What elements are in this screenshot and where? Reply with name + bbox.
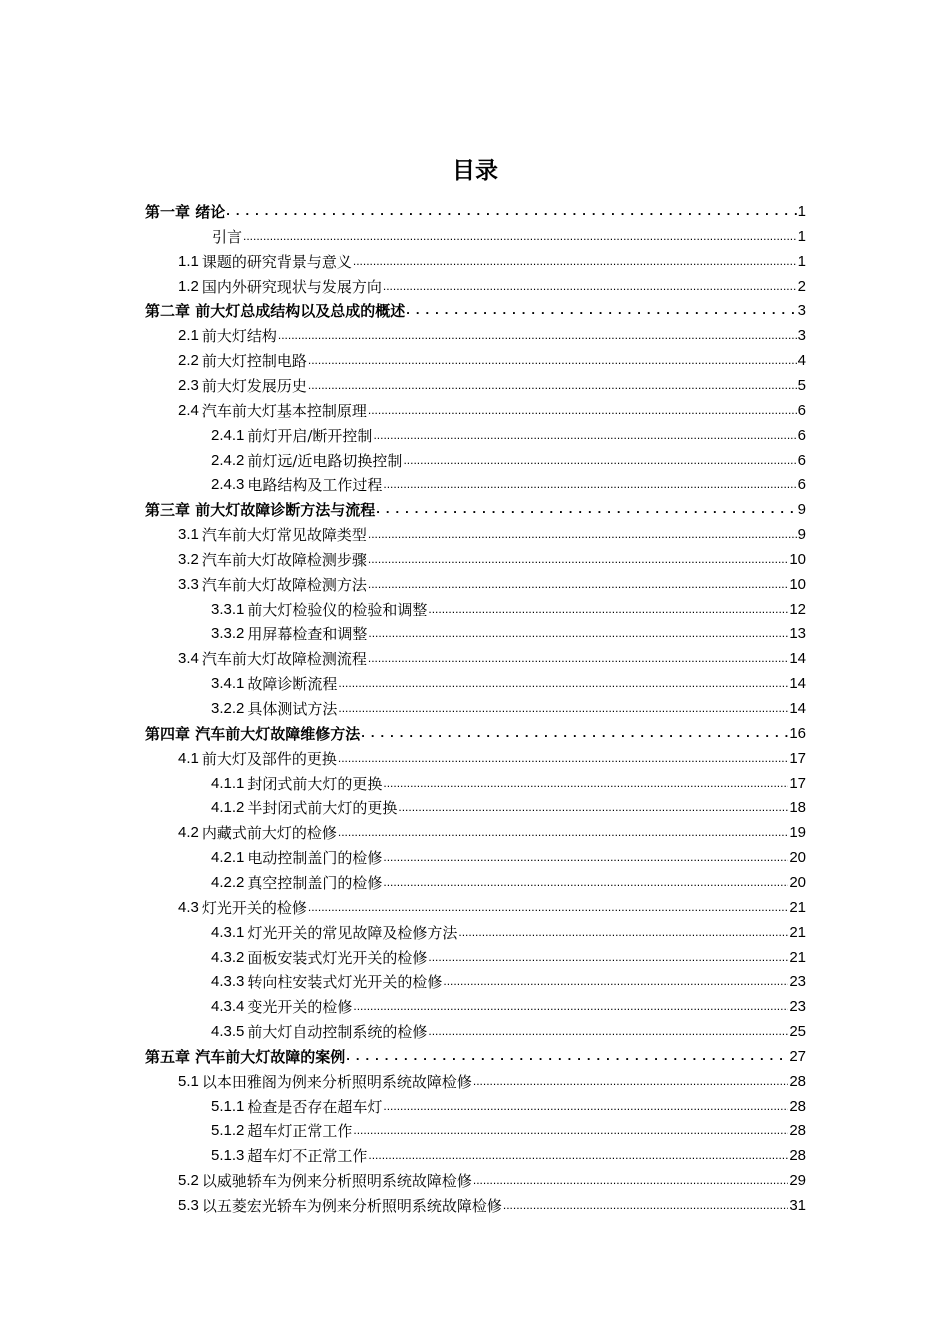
toc-entry-number: 5.2 xyxy=(178,1172,199,1189)
toc-entry-number: 4.3.4 xyxy=(211,998,245,1015)
toc-entry-number: 4.3.3 xyxy=(211,973,245,990)
toc-dot-leader xyxy=(338,676,788,690)
toc-dot-leader xyxy=(458,925,788,939)
toc-section-entry[interactable] xyxy=(211,1116,806,1140)
toc-entry-label: 课题的研究背景与意义 xyxy=(201,253,352,271)
toc-section-entry[interactable] xyxy=(211,992,806,1016)
toc-page-number: 14 xyxy=(789,675,806,692)
toc-entry-label: 具体测试方法 xyxy=(247,700,338,718)
toc-section-entry[interactable] xyxy=(178,247,806,271)
toc-page-number: 1 xyxy=(797,203,806,220)
toc-entry-number: 5.1.1 xyxy=(211,1098,245,1115)
toc-entry-label: 前大灯结构 xyxy=(201,327,277,345)
toc-page-number: 1 xyxy=(797,228,806,245)
toc-section-entry[interactable] xyxy=(211,619,806,643)
toc-page-number: 20 xyxy=(789,849,806,866)
toc-page-number: 17 xyxy=(789,775,806,792)
toc-title: 目录 xyxy=(452,158,498,184)
toc-entry-label: 电路结构及工作过程 xyxy=(247,476,383,494)
toc-dot-leader xyxy=(338,751,788,765)
toc-page-number: 13 xyxy=(789,625,806,642)
toc-dot-leader xyxy=(383,477,796,491)
toc-entry-label: 内藏式前大灯的检修 xyxy=(201,824,337,842)
toc-page-number: 10 xyxy=(789,576,806,593)
toc-entry-number: 5.1.3 xyxy=(211,1147,245,1164)
toc-page-number: 2 xyxy=(797,278,806,295)
toc-section-entry[interactable] xyxy=(211,843,806,867)
toc-page-number: 6 xyxy=(797,476,806,493)
toc-dot-leader xyxy=(383,1099,788,1113)
toc-entry-number: 1.1 xyxy=(178,253,199,270)
toc-entry-number: 4.3 xyxy=(178,899,199,916)
toc-chapter-entry[interactable] xyxy=(145,1042,806,1066)
toc-page-number: 31 xyxy=(789,1197,806,1214)
toc-section-entry[interactable] xyxy=(178,644,806,668)
toc-page-number: 4 xyxy=(797,352,806,369)
toc-dot-leader xyxy=(368,577,788,591)
toc-section-entry[interactable] xyxy=(178,1067,806,1091)
toc-entry-number: 2.1 xyxy=(178,327,199,344)
toc-page-number: 20 xyxy=(789,874,806,891)
toc-section-entry[interactable] xyxy=(211,1092,806,1116)
toc-entry-label: 前大灯发展历史 xyxy=(201,377,307,395)
toc-entry-label: 前灯远/近电路切换控制 xyxy=(247,452,403,470)
toc-page-number: 23 xyxy=(789,998,806,1015)
toc-dot-leader xyxy=(428,602,788,616)
toc-entry-label: 前大灯及部件的更换 xyxy=(201,750,337,768)
toc-dot-leader xyxy=(503,1198,788,1212)
toc-section-entry[interactable] xyxy=(212,222,806,246)
toc-section-entry[interactable] xyxy=(178,893,806,917)
toc-section-entry[interactable] xyxy=(211,943,806,967)
toc-section-entry[interactable] xyxy=(178,1191,806,1215)
toc-dot-leader xyxy=(243,229,797,243)
toc-entry-label: 以威驰轿车为例来分析照明系统故障检修 xyxy=(201,1172,472,1190)
toc-page-number: 25 xyxy=(789,1023,806,1040)
toc-chapter-entry[interactable] xyxy=(145,296,806,320)
toc-page-number: 18 xyxy=(789,799,806,816)
toc-dot-leader xyxy=(368,403,797,417)
toc-entry-label: 第五章 汽车前大灯故障的案例 xyxy=(145,1048,346,1066)
toc-section-entry[interactable] xyxy=(178,818,806,842)
toc-page-number: 21 xyxy=(789,924,806,941)
toc-entry-label: 封闭式前大灯的更换 xyxy=(247,775,383,793)
toc-page-number: 12 xyxy=(789,601,806,618)
toc-entry-label: 真空控制盖门的检修 xyxy=(247,874,383,892)
toc-page-number: 10 xyxy=(789,551,806,568)
toc-entry-number: 2.2 xyxy=(178,352,199,369)
toc-entry-number: 4.2 xyxy=(178,824,199,841)
toc-dot-leader xyxy=(353,999,788,1013)
toc-page-number: 6 xyxy=(797,427,806,444)
toc-entry-label: 汽车前大灯故障检测步骤 xyxy=(201,551,367,569)
toc-section-entry[interactable] xyxy=(178,1166,806,1190)
toc-page-number: 1 xyxy=(797,253,806,270)
toc-section-entry[interactable] xyxy=(178,396,806,420)
toc-entry-label: 超车灯不正常工作 xyxy=(247,1147,368,1165)
toc-section-entry[interactable] xyxy=(211,793,806,817)
toc-entry-number: 3.3 xyxy=(178,576,199,593)
toc-page-number: 9 xyxy=(797,526,806,543)
toc-page-number: 9 xyxy=(797,501,806,518)
toc-page-number: 14 xyxy=(789,650,806,667)
toc-dot-leader xyxy=(443,974,788,988)
toc-page-number: 6 xyxy=(797,402,806,419)
toc-dot-leader xyxy=(406,303,796,317)
toc-entry-number: 3.2 xyxy=(178,551,199,568)
toc-dot-leader xyxy=(368,552,788,566)
toc-chapter-entry[interactable] xyxy=(145,719,806,743)
toc-entry-label: 第四章 汽车前大灯故障维修方法 xyxy=(145,725,361,743)
toc-dot-leader xyxy=(383,875,788,889)
toc-entry-number: 2.3 xyxy=(178,377,199,394)
toc-entry-number: 3.2.2 xyxy=(211,700,245,717)
toc-section-entry[interactable] xyxy=(178,321,806,345)
toc-section-entry[interactable] xyxy=(211,769,806,793)
toc-entry-label: 检查是否存在超车灯 xyxy=(247,1098,383,1116)
toc-entry-label: 第一章 绪论 xyxy=(145,203,226,221)
toc-entry-number: 4.3.1 xyxy=(211,924,245,941)
toc-dot-leader xyxy=(308,900,788,914)
toc-section-entry[interactable] xyxy=(178,371,806,395)
toc-dot-leader xyxy=(376,502,796,516)
toc-dot-leader xyxy=(383,776,788,790)
toc-entry-label: 灯光开关的检修 xyxy=(201,899,307,917)
toc-entry-number: 5.1 xyxy=(178,1073,199,1090)
toc-dot-leader xyxy=(398,800,788,814)
toc-dot-leader xyxy=(368,626,788,640)
toc-page-number: 16 xyxy=(789,725,806,742)
toc-entry-label: 汽车前大灯基本控制原理 xyxy=(201,402,367,420)
toc-entry-number: 2.4.2 xyxy=(211,452,245,469)
toc-section-entry[interactable] xyxy=(178,520,806,544)
toc-entry-label: 灯光开关的常见故障及检修方法 xyxy=(247,924,458,942)
toc-dot-leader xyxy=(226,204,796,218)
toc-section-entry[interactable] xyxy=(211,1017,806,1041)
toc-entry-number: 2.4.1 xyxy=(211,427,245,444)
toc-dot-leader xyxy=(368,527,797,541)
toc-entry-number: 4.3.2 xyxy=(211,949,245,966)
toc-entry-number: 5.3 xyxy=(178,1197,199,1214)
toc-page-number: 21 xyxy=(789,899,806,916)
toc-entry-label: 电动控制盖门的检修 xyxy=(247,849,383,867)
toc-entry-label: 前大灯检验仪的检验和调整 xyxy=(247,601,428,619)
toc-page-number: 23 xyxy=(789,973,806,990)
toc-entry-label: 变光开关的检修 xyxy=(247,998,353,1016)
toc-page-number: 3 xyxy=(797,327,806,344)
toc-dot-leader xyxy=(308,353,797,367)
toc-entry-label: 前大灯自动控制系统的检修 xyxy=(247,1023,428,1041)
toc-dot-leader xyxy=(338,701,788,715)
toc-entry-label: 国内外研究现状与发展方向 xyxy=(201,278,382,296)
toc-dot-leader xyxy=(368,1148,788,1162)
toc-dot-leader xyxy=(278,328,797,342)
toc-entry-number: 3.3.1 xyxy=(211,601,245,618)
toc-page-number: 3 xyxy=(797,302,806,319)
toc-entry-label: 第三章 前大灯故障诊断方法与流程 xyxy=(145,501,376,519)
toc-page-number: 27 xyxy=(789,1048,806,1065)
toc-entry-number: 4.2.1 xyxy=(211,849,245,866)
toc-entry-label: 第二章 前大灯总成结构以及总成的概述 xyxy=(145,302,406,320)
toc-entry-number: 3.4.1 xyxy=(211,675,245,692)
toc-entry-number: 3.3.2 xyxy=(211,625,245,642)
toc-section-entry[interactable] xyxy=(178,346,806,370)
toc-section-entry[interactable] xyxy=(178,744,806,768)
toc-section-entry[interactable] xyxy=(211,446,806,470)
toc-page-number: 28 xyxy=(789,1073,806,1090)
toc-page-number: 14 xyxy=(789,700,806,717)
toc-section-entry[interactable] xyxy=(178,570,806,594)
toc-dot-leader xyxy=(383,279,797,293)
toc-entry-label: 转向柱安装式灯光开关的检修 xyxy=(247,973,443,991)
toc-dot-leader xyxy=(353,1123,788,1137)
toc-dot-leader xyxy=(473,1173,788,1187)
toc-dot-leader xyxy=(361,726,788,740)
toc-page-number: 17 xyxy=(789,750,806,767)
toc-page-number: 6 xyxy=(797,452,806,469)
toc-entry-label: 汽车前大灯故障检测方法 xyxy=(201,576,367,594)
toc-entry-label: 以五菱宏光轿车为例来分析照明系统故障检修 xyxy=(201,1197,502,1215)
toc-section-entry[interactable] xyxy=(178,272,806,296)
toc-dot-leader xyxy=(308,378,797,392)
toc-page-number: 28 xyxy=(789,1098,806,1115)
toc-chapter-entry[interactable] xyxy=(145,495,806,519)
toc-section-entry[interactable] xyxy=(211,1141,806,1165)
toc-entry-label: 用屏幕检查和调整 xyxy=(247,625,368,643)
toc-entry-number: 3.4 xyxy=(178,650,199,667)
toc-entry-number: 4.1 xyxy=(178,750,199,767)
toc-entry-label: 超车灯正常工作 xyxy=(247,1122,353,1140)
toc-dot-leader xyxy=(403,453,796,467)
toc-section-entry[interactable] xyxy=(211,694,806,718)
toc-page-number: 28 xyxy=(789,1147,806,1164)
toc-page-number: 29 xyxy=(789,1172,806,1189)
toc-dot-leader xyxy=(428,1024,788,1038)
toc-section-entry[interactable] xyxy=(211,868,806,892)
toc-page-number: 5 xyxy=(797,377,806,394)
toc-entry-number: 5.1.2 xyxy=(211,1122,245,1139)
toc-entry-label: 故障诊断流程 xyxy=(247,675,338,693)
toc-section-entry[interactable] xyxy=(211,595,806,619)
toc-dot-leader xyxy=(473,1074,788,1088)
toc-entry-number: 2.4.3 xyxy=(211,476,245,493)
toc-entry-number: 4.3.5 xyxy=(211,1023,245,1040)
toc-entry-label: 汽车前大灯常见故障类型 xyxy=(201,526,367,544)
toc-dot-leader xyxy=(338,825,788,839)
toc-page-number: 28 xyxy=(789,1122,806,1139)
toc-entry-number: 2.4 xyxy=(178,402,199,419)
toc-entry-number: 4.1.1 xyxy=(211,775,245,792)
toc-page-number: 21 xyxy=(789,949,806,966)
toc-dot-leader xyxy=(428,950,788,964)
toc-entry-label: 前灯开启/断开控制 xyxy=(247,427,373,445)
toc-entry-label: 以本田雅阁为例来分析照明系统故障检修 xyxy=(201,1073,472,1091)
toc-entry-number: 3.1 xyxy=(178,526,199,543)
toc-entry-number: 1.2 xyxy=(178,278,199,295)
toc-dot-leader xyxy=(368,651,788,665)
toc-entry-label: 引言 xyxy=(212,228,243,246)
toc-dot-leader xyxy=(373,428,796,442)
toc-dot-leader xyxy=(353,254,797,268)
toc-section-entry[interactable] xyxy=(211,669,806,693)
toc-section-entry[interactable] xyxy=(211,470,806,494)
toc-chapter-entry[interactable] xyxy=(145,197,806,221)
toc-dot-leader xyxy=(346,1049,788,1063)
toc-dot-leader xyxy=(383,850,788,864)
toc-entry-label: 汽车前大灯故障检测流程 xyxy=(201,650,367,668)
toc-entry-number: 4.1.2 xyxy=(211,799,245,816)
toc-section-entry[interactable] xyxy=(211,918,806,942)
toc-section-entry[interactable] xyxy=(211,421,806,445)
toc-section-entry[interactable] xyxy=(211,967,806,991)
toc-entry-label: 半封闭式前大灯的更换 xyxy=(247,799,398,817)
toc-section-entry[interactable] xyxy=(178,545,806,569)
toc-page-number: 19 xyxy=(789,824,806,841)
toc-entry-label: 前大灯控制电路 xyxy=(201,352,307,370)
toc-entry-label: 面板安装式灯光开关的检修 xyxy=(247,949,428,967)
toc-entry-number: 4.2.2 xyxy=(211,874,245,891)
